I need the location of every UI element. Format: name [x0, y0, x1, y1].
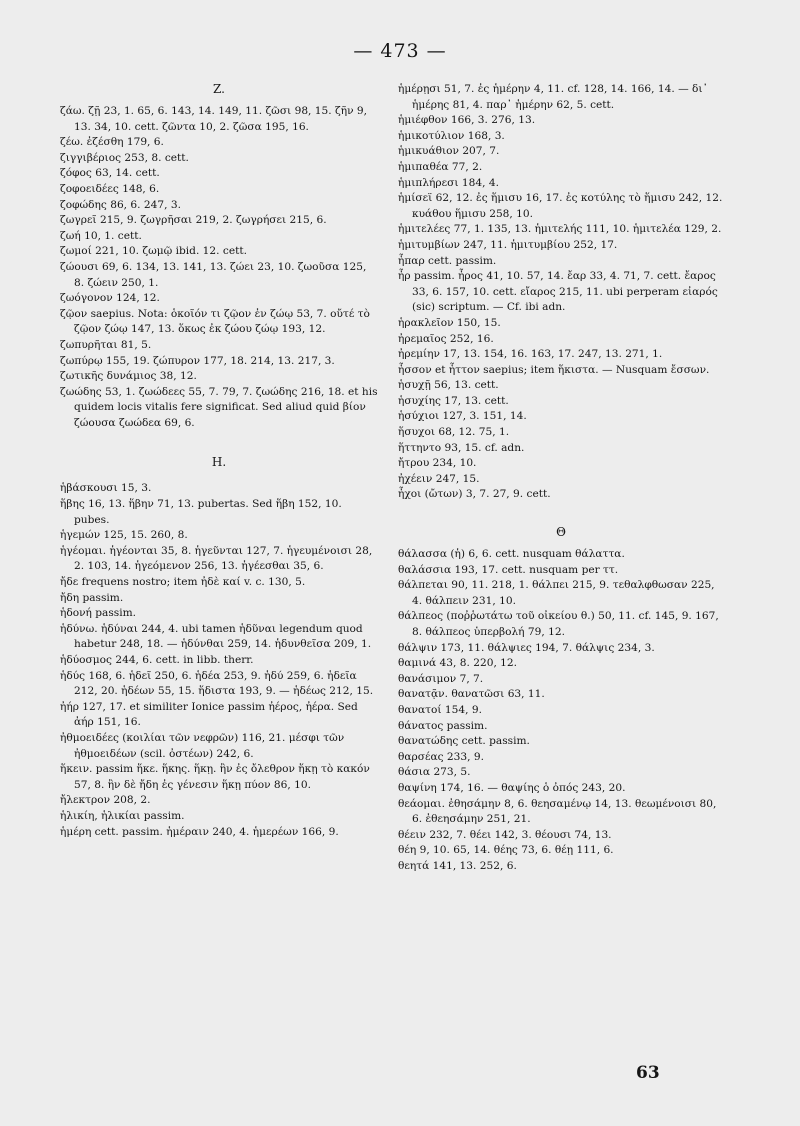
index-entry: ἡμέρη cett. passim. ἡμέραιν 240, 4. ἡμερέων 166, 9. [60, 825, 339, 838]
index-entry: ἡδύνω. ἡδύναι 244, 4. ubi tamen ἡδῦναι legendum quod habetur 248, 18. — ἡδύνθαι 259, 14. ἡδυνθεῖσα 209, 1. [60, 622, 372, 651]
index-entry: ἦχοι (ὤτων) 3, 7. 27, 9. cett. [398, 488, 551, 501]
index-entry: θάνατος passim. [398, 719, 488, 732]
index-entry: θανατώδης cett. passim. [398, 735, 530, 748]
right-column [398, 82, 724, 875]
eta-entry-list-continued [398, 82, 724, 503]
index-entry: θάσια 273, 5. [398, 766, 471, 779]
index-entry: ζωπυρῆται 81, 5. [60, 338, 152, 351]
index-entry: ἡμίσεϊ 62, 12. ἐς ἥμισυ 16, 17. ἐς κοτύλης τὸ ἥμισυ 242, 12. κυάθου ἥμισυ 258, 10. [398, 192, 723, 220]
section-heading-zeta: Z. [213, 82, 225, 96]
index-entry: ἡμιτυμβίων 247, 11. ἡμιτυμβίου 252, 17. [398, 238, 618, 251]
page-number: — 473 — [353, 40, 447, 62]
index-entry: ἥττηντο 93, 15. cf. adn. [398, 441, 525, 454]
index-entry: θεάομαι. ἐθησάμην 8, 6. θεησαμένῳ 14, 13. θεωμένοισι 80, 6. ἐθεησάμην 251, 21. [398, 797, 717, 826]
index-entry: ἠχέειν 247, 15. [398, 472, 480, 485]
index-entry: ἡμιτελέες 77, 1. 135, 13. ἡμιτελής 111, 10. ἡμιτελέα 129, 2. [398, 223, 722, 236]
index-entry: ἤδε frequens nostro; item ἠδὲ καί v. c. 130, 5. [60, 576, 306, 589]
signature-mark: 63 [636, 1063, 660, 1083]
index-entry: ἡδύς 168, 6. ἡδεῖ 250, 6. ἡδέα 253, 9. ἡδύ 259, 6. ἡδεῖα 212, 20. ἡδέων 55, 15. ἥδιστα 193, 9. — ἡδέως 212, 15. [60, 669, 374, 698]
index-entry: ἡσυχίης 17, 13. cett. [398, 394, 509, 407]
zeta-entry-list [60, 104, 378, 431]
section-heading-theta: Θ [556, 525, 566, 540]
left-column [60, 82, 378, 840]
index-entry: θάλπεος (ποῤῥωτάτω τοῦ οἰκείου θ.) 50, 11. cf. 145, 9. 167, 8. θάλπεος ὑπερβολή 79, 12. [398, 610, 719, 638]
index-entry: ζωμοί 221, 10. ζωμῷ ibid. 12. cett. [60, 245, 247, 258]
index-entry: θαρσέας 233, 9. [398, 750, 484, 763]
index-entry: ζωγρεῖ 215, 9. ζωγρῆσαι 219, 2. ζωγρήσει 215, 6. [60, 214, 327, 227]
index-entry: ἠρεμίην 17, 13. 154, 16. 163, 17. 247, 13. 271, 1. [398, 348, 663, 361]
index-entry: ζόφος 63, 14. cett. [60, 167, 160, 180]
index-entry: ἦρ passim. ἦρος 41, 10. 57, 14. ἔαρ 33, 4. 71, 7. cett. ἔαρος 33, 6. 157, 10. cett. εἴαρος 215, 11. ubi perperam εἰαρός (sic) scriptum. — Cf. ibi adn. [398, 270, 718, 314]
index-entry: ἡλικίη, ἡλικίαι passim. [60, 809, 185, 822]
index-entry: ἡσύχιοι 127, 3. 151, 14. [398, 410, 527, 423]
index-entry: ἧπαρ cett. passim. [398, 254, 497, 267]
eta-entry-list [60, 481, 378, 840]
index-entry: ζωόγονον 124, 12. [60, 292, 160, 305]
theta-entry-list [398, 547, 724, 874]
index-entry: ἡγεμών 125, 15. 260, 8. [60, 529, 188, 542]
index-entry: ζωώδης 53, 1. ζωώδεες 55, 7. 79, 7. ζωώδης 216, 18. et his quidem locis vitalis fere significat. Sed aliud quid βίον ζώουσα ζωώδεα 69, 6. [60, 385, 378, 429]
index-entry: ἧσσον et ἧττον saepius; item ἥκιστα. — Nusquam ἔσσων. [398, 363, 710, 376]
index-entry: ἤδη passim. [60, 591, 124, 604]
index-entry: θανατοί 154, 9. [398, 703, 482, 716]
index-entry: ἠθμοειδέες (κοιλίαι τῶν νεφρῶν) 116, 21. μέσφι τῶν ἠθμοειδέων (scil. ὀστέων) 242, 6. [60, 731, 345, 760]
index-entry: ζωτικῆς δυνάμιος 38, 12. [60, 370, 197, 383]
index-entry: ἡβάσκουσι 15, 3. [60, 482, 152, 495]
index-entry: θανατᾷν. θανατῶσι 63, 11. [398, 688, 545, 701]
index-entry: θαμινά 43, 8. 220, 12. [398, 657, 518, 670]
index-entry: ἡδονή passim. [60, 607, 137, 620]
index-entry: ἥβης 16, 13. ἥβην 71, 13. pubertas. Sed ἥβη 152, 10. pubes. [60, 498, 342, 526]
index-entry: ἡμικοτύλιον 168, 3. [398, 129, 505, 142]
index-entry: ἡρακλεῖον 150, 15. [398, 316, 501, 329]
index-entry: ἡμιέφθον 166, 3. 276, 13. [398, 114, 536, 127]
index-entry: ἥσυχοι 68, 12. 75, 1. [398, 426, 510, 439]
index-entry: ἡμέρῃσι 51, 7. ἐς ἡμέρην 4, 11. cf. 128, 14. 166, 14. — δι᾽ ἡμέρης 81, 4. παρ᾽ ἡμέρην 62, 5. cett. [398, 83, 708, 111]
index-entry: ζωπύρῳ 155, 19. ζώπυρον 177, 18. 214, 13. 217, 3. [60, 354, 335, 367]
index-entry: ζέω. ἐζέσθη 179, 6. [60, 136, 164, 149]
index-entry: ζιγγιβέριος 253, 8. cett. [60, 151, 189, 164]
index-entry: θάλψιν 173, 11. θάλψιες 194, 7. θάλψις 234, 3. [398, 641, 655, 654]
index-entry: θεητά 141, 13. 252, 6. [398, 859, 517, 872]
index-entry: θαψίνη 174, 16. — θαψίης ὁ ὀπός 243, 20. [398, 781, 626, 794]
index-entry: ἤτρου 234, 10. [398, 457, 477, 470]
index-entry: ζώουσι 69, 6. 134, 13. 141, 13. ζώει 23, 10. ζωοῦσα 125, 8. ζώειν 250, 1. [60, 260, 367, 289]
index-entry: ἡγέομαι. ἡγέονται 35, 8. ἡγεῦνται 127, 7. ἡγευμένοισι 28, 2. 103, 14. ἡγεόμενον 256, 13. ἡγέεσθαι 35, 6. [60, 544, 373, 573]
index-entry: θέειν 232, 7. θέει 142, 3. θέουσι 74, 13. [398, 828, 612, 841]
index-entry: θαλάσσια 193, 17. cett. nusquam per ττ. [398, 563, 619, 576]
index-entry: θάλασσα (ἡ) 6, 6. cett. nusquam θάλαττα. [398, 548, 625, 561]
index-entry: ἡσυχῇ 56, 13. cett. [398, 379, 499, 392]
index-entry: ἡμικυάθιον 207, 7. [398, 145, 500, 158]
index-entry: ἤλεκτρον 208, 2. [60, 794, 151, 807]
index-entry: ζῷον saepius. Nota: ὁκοῖόν τι ζῷον ἐν ζώῳ 53, 7. οὔτέ τὸ ζῷον ζώῳ 147, 13. ὅκως ἐκ ζώου ζώῳ 193, 12. [60, 307, 370, 336]
index-entry: ζωή 10, 1. cett. [60, 229, 142, 242]
index-entry: θάλπεται 90, 11. 218, 1. θάλπει 215, 9. τεθαλφθωσαν 225, 4. θάλπειν 231, 10. [398, 579, 715, 607]
index-entry: θέη 9, 10. 65, 14. θέης 73, 6. θέῃ 111, 6. [398, 844, 614, 857]
index-entry: θανάσιμον 7, 7. [398, 672, 484, 685]
section-heading-eta: H. [211, 455, 227, 470]
index-entry: ἥκειν. passim ἥκε. ἥκης. ἥκῃ. ἢν ἐς ὄλεθρον ἥκῃ τὸ κακόν 57, 8. ἢν δὲ ἤδη ἐς γένεσιν ἥκῃ πύον 86, 10. [60, 763, 370, 791]
index-entry: ἡμιπλήρεσι 184, 4. [398, 176, 499, 189]
index-entry: ἠρεμαῖος 252, 16. [398, 332, 494, 345]
index-entry: ζάω. ζῇ 23, 1. 65, 6. 143, 14. 149, 11. ζῶσι 98, 15. ζῆν 9, 13. 34, 10. cett. ζῶντα 10, 2. ζῶσα 195, 16. [60, 105, 368, 133]
index-entry: ζοφοειδέες 148, 6. [60, 182, 160, 195]
index-entry: ἡμιπαθέα 77, 2. [398, 160, 483, 173]
index-entry: ζοφώδης 86, 6. 247, 3. [60, 198, 181, 211]
index-entry: ἠήρ 127, 17. et similiter Ionice passim ἠέρος, ἠέρα. Sed ἀήρ 151, 16. [60, 700, 358, 729]
index-entry: ἡδύοσμος 244, 6. cett. in libb. therr. [60, 654, 254, 666]
